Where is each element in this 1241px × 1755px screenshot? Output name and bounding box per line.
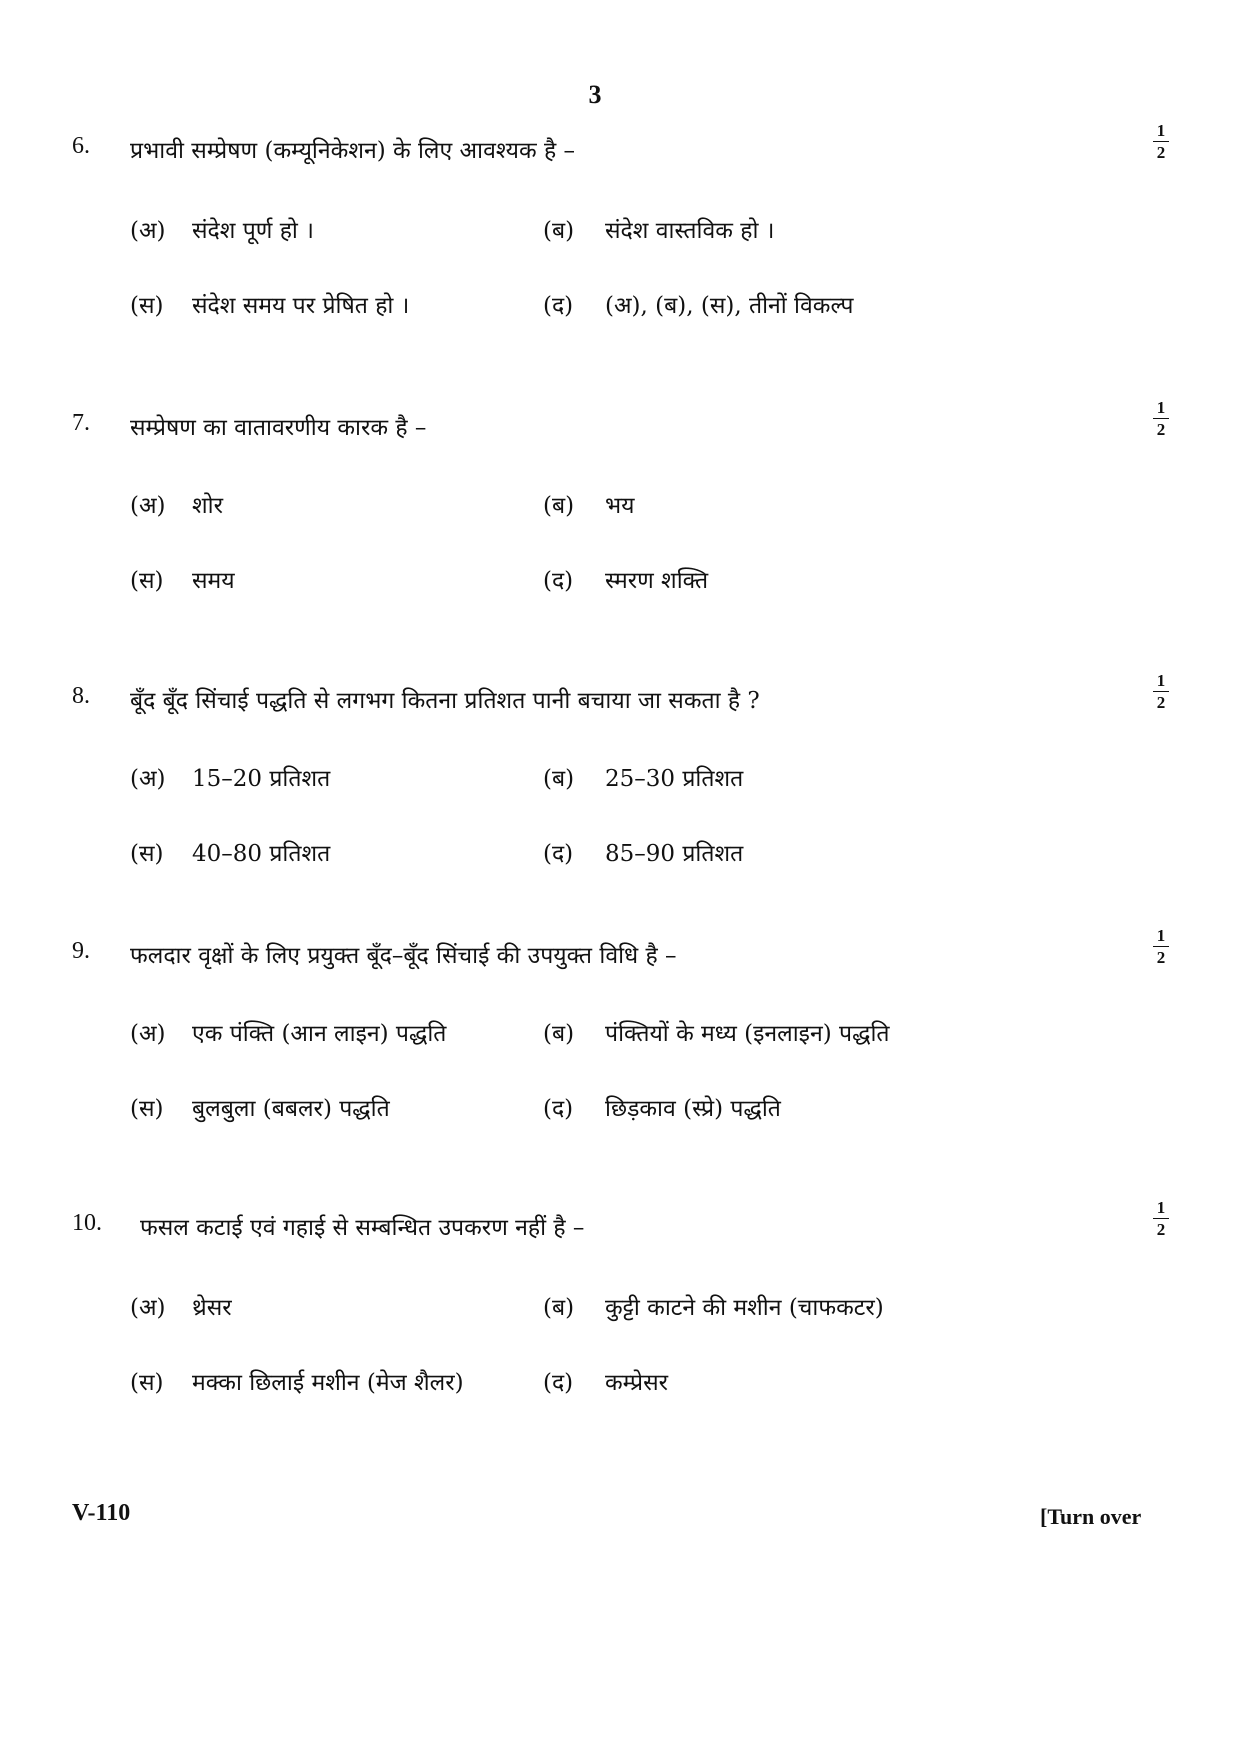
question-text: बूँद बूँद सिंचाई पद्धति से लगभग कितना प्रतिशत पानी बचाया जा सकता है ? [130, 688, 760, 714]
question-number: 6. [72, 133, 90, 159]
option-label: (अ) [130, 1295, 166, 1321]
option-a[interactable] [130, 1016, 446, 1048]
option-text: 40–80 प्रतिशत [192, 841, 331, 867]
option-text: 15–20 प्रतिशत [192, 766, 331, 792]
paper-code: V-110 [72, 1500, 131, 1526]
option-label: (स) [130, 293, 164, 319]
option-label: (द) [543, 1096, 574, 1122]
marks-fraction: 1 2 [1148, 926, 1174, 967]
option-c[interactable] [130, 836, 330, 868]
option-text: 85–90 प्रतिशत [605, 841, 744, 867]
question-number: 10. [72, 1210, 102, 1236]
option-c[interactable] [130, 288, 409, 320]
option-text: शोर [192, 493, 224, 519]
option-text: समय [192, 568, 235, 594]
question-10 [0, 1198, 1241, 1396]
option-d[interactable] [543, 1091, 781, 1123]
option-label: (स) [130, 568, 164, 594]
option-label: (अ) [130, 766, 166, 792]
option-label: (स) [130, 1096, 164, 1122]
option-text: संदेश समय पर प्रेषित हो । [192, 293, 410, 319]
option-d[interactable] [543, 563, 708, 595]
option-text: एक पंक्ति (आन लाइन) पद्धति [192, 1021, 447, 1047]
option-d[interactable] [543, 1365, 668, 1397]
option-text: 25–30 प्रतिशत [605, 766, 744, 792]
option-text: स्मरण शक्ति [605, 568, 709, 594]
option-text: छिड़काव (स्प्रे) पद्धति [605, 1096, 781, 1122]
option-c[interactable] [130, 1091, 390, 1123]
marks-fraction: 1 2 [1148, 121, 1174, 162]
option-text: पंक्तियों के मध्य (इनलाइन) पद्धति [605, 1021, 890, 1047]
option-label: (ब) [543, 766, 575, 792]
option-text: कुट्टी काटने की मशीन (चाफकटर) [605, 1295, 884, 1321]
question-text: फलदार वृक्षों के लिए प्रयुक्त बूँद–बूँद सिंचाई की उपयुक्त विधि है – [130, 943, 677, 969]
option-label: (अ) [130, 493, 166, 519]
option-text: (अ), (ब), (स), तीनों विकल्प [605, 293, 854, 319]
option-text: बुलबुला (बबलर) पद्धति [192, 1096, 390, 1122]
marks-fraction: 1 2 [1148, 1198, 1174, 1239]
option-text: संदेश पूर्ण हो । [192, 218, 314, 244]
option-label: (द) [543, 1370, 574, 1396]
option-label: (ब) [543, 218, 575, 244]
option-label: (अ) [130, 1021, 166, 1047]
question-6 [0, 121, 1241, 319]
option-text: मक्का छिलाई मशीन (मेज शैलर) [192, 1370, 464, 1396]
turn-over-note: [Turn over [1040, 1504, 1142, 1529]
option-label: (द) [543, 293, 574, 319]
option-b[interactable] [543, 1016, 890, 1048]
question-7 [0, 398, 1241, 594]
option-label: (द) [543, 841, 574, 867]
option-d[interactable] [543, 836, 743, 868]
question-number: 7. [72, 410, 90, 436]
option-a[interactable] [130, 488, 223, 520]
option-c[interactable] [130, 1365, 464, 1397]
option-text: भय [605, 493, 635, 519]
option-a[interactable] [130, 1290, 232, 1322]
option-label: (ब) [543, 1295, 575, 1321]
option-b[interactable] [543, 213, 774, 245]
option-text: संदेश वास्तविक हो । [605, 218, 775, 244]
option-label: (ब) [543, 493, 575, 519]
marks-fraction: 1 2 [1148, 671, 1174, 712]
question-text: सम्प्रेषण का वातावरणीय कारक है – [130, 415, 427, 441]
question-number: 9. [72, 938, 90, 964]
option-a[interactable] [130, 213, 314, 245]
question-9 [0, 926, 1241, 1122]
question-text: प्रभावी सम्प्रेषण (कम्यूनिकेशन) के लिए आवश्यक है – [130, 138, 575, 164]
option-b[interactable] [543, 488, 635, 520]
page-number: 3 [588, 80, 602, 109]
option-a[interactable] [130, 761, 330, 793]
option-label: (ब) [543, 1021, 575, 1047]
option-b[interactable] [543, 761, 743, 793]
marks-fraction: 1 2 [1148, 398, 1174, 439]
option-label: (स) [130, 1370, 164, 1396]
option-d[interactable] [543, 288, 853, 320]
question-text: फसल कटाई एवं गहाई से सम्बन्धित उपकरण नहीं है – [140, 1215, 585, 1241]
question-number: 8. [72, 683, 90, 709]
option-label: (स) [130, 841, 164, 867]
option-label: (अ) [130, 218, 166, 244]
option-text: थ्रेसर [192, 1295, 232, 1321]
question-8 [0, 671, 1241, 867]
option-label: (द) [543, 568, 574, 594]
option-text: कम्प्रेसर [605, 1370, 669, 1396]
option-c[interactable] [130, 563, 235, 595]
option-b[interactable] [543, 1290, 884, 1322]
